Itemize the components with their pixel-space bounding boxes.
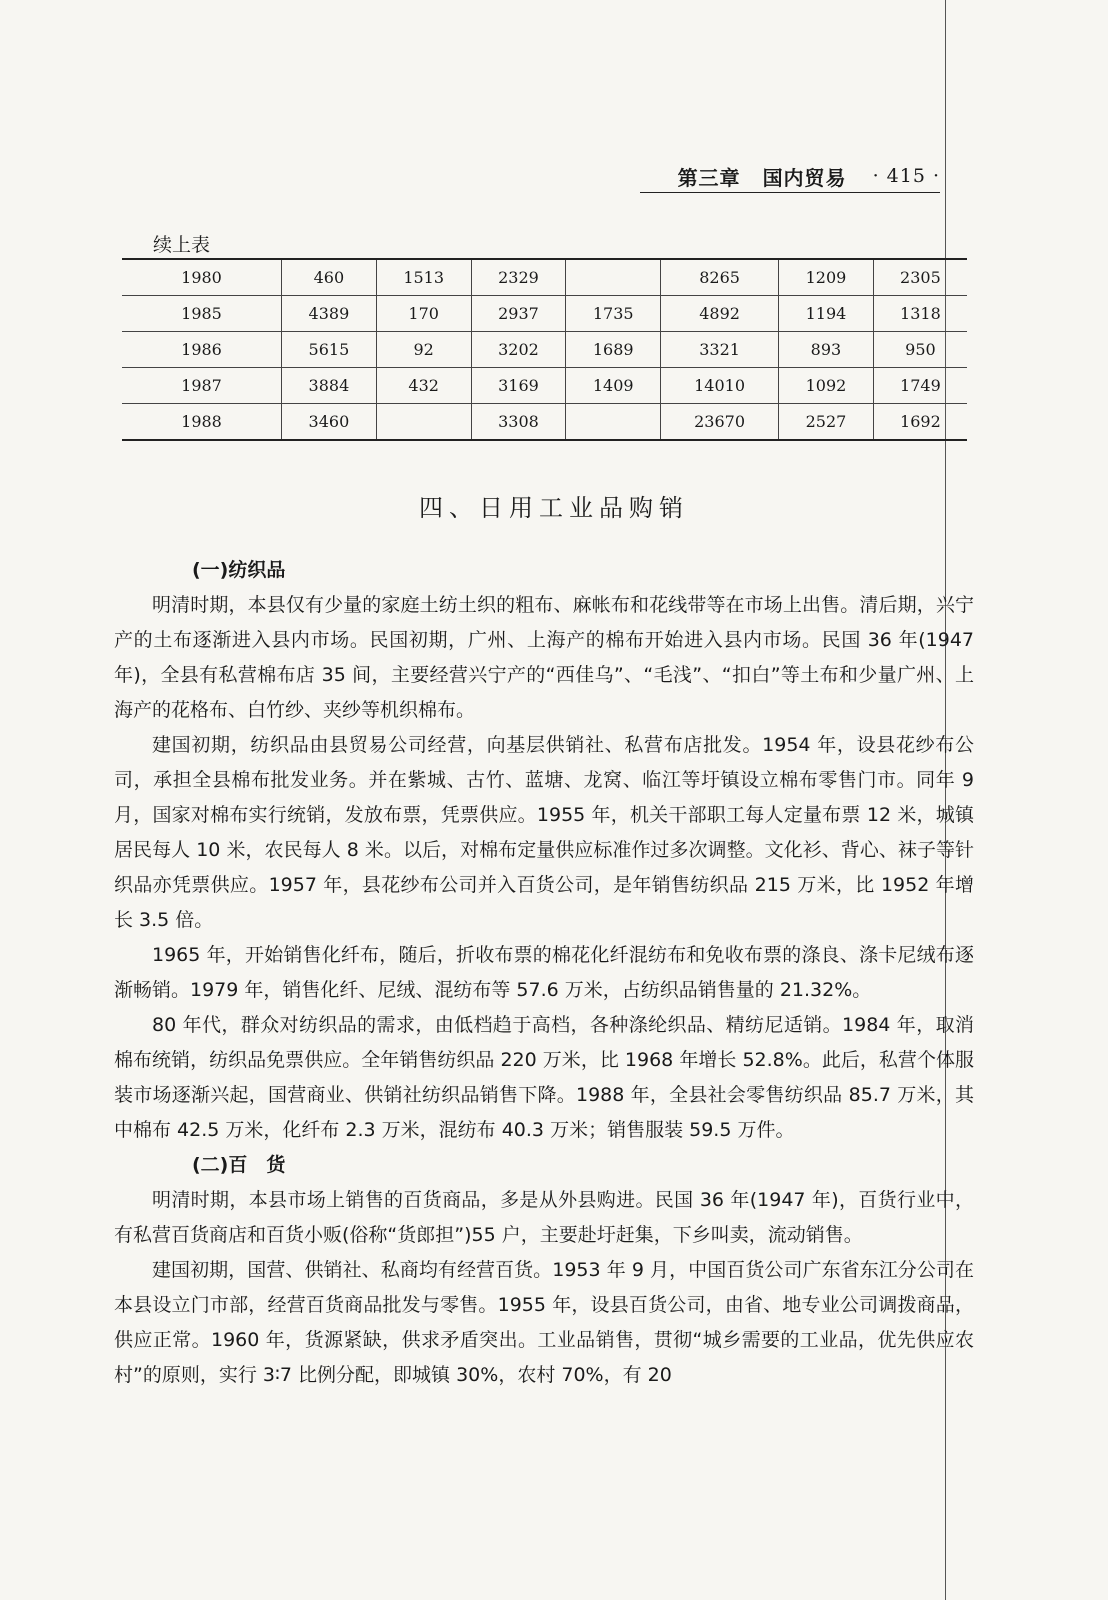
value-cell: 14010 <box>661 368 779 404</box>
subsection-heading-textiles: (一)纺织品 <box>192 559 286 581</box>
value-cell: 3169 <box>471 368 566 404</box>
sales-table <box>122 258 967 441</box>
value-cell <box>566 404 661 441</box>
value-cell: 432 <box>376 368 471 404</box>
value-cell: 92 <box>376 332 471 368</box>
table-row <box>122 404 967 441</box>
running-head <box>640 160 940 193</box>
subsection-heading-general-merchandise: (二)百 货 <box>192 1154 286 1176</box>
value-cell: 3308 <box>471 404 566 441</box>
value-cell: 1409 <box>566 368 661 404</box>
table-row <box>122 296 967 332</box>
body-text <box>114 553 974 1393</box>
value-cell <box>566 259 661 296</box>
value-cell: 1735 <box>566 296 661 332</box>
value-cell: 460 <box>282 259 377 296</box>
year-cell: 1985 <box>122 296 282 332</box>
value-cell: 3321 <box>661 332 779 368</box>
paragraph: 建国初期，国营、供销社、私商均有经营百货。1953 年 9 月，中国百货公司广东省东江分公司在本县设立门市部，经营百货商品批发与零售。1955 年，设县百货公司，由省、地专业公司调拨商品，供应正常。1960 年，货源紧缺，供求矛盾突出。工业品销售，贯彻“城乡需要的工业品，优先供应农村”的原则，实行 3∶7 比例分配，即城镇 30%，农村 70%，有 20 <box>114 1259 974 1386</box>
year-cell: 1987 <box>122 368 282 404</box>
year-cell: 1988 <box>181 412 222 431</box>
value-cell: 1092 <box>779 368 874 404</box>
table-row <box>122 259 967 296</box>
value-cell: 3460 <box>282 404 377 441</box>
page-number: · 415 · <box>872 165 940 187</box>
paragraph: 明清时期，本县仅有少量的家庭土纺土织的粗布、麻帐布和花线带等在市场上出售。清后期，兴宁产的土布逐渐进入县内市场。民国初期，广州、上海产的棉布开始进入县内市场。民国 36 年(1947 年)，全县有私营棉布店 35 间，主要经营兴宁产的“西佳乌”、“毛浅”、“扣白”等土布和少量广州、上海产的花格布、白竹纱、夹纱等机织棉布。 <box>114 594 974 721</box>
value-cell: 1209 <box>779 259 874 296</box>
value-cell: 8265 <box>661 259 779 296</box>
value-cell: 1318 <box>873 296 967 332</box>
value-cell: 1194 <box>779 296 874 332</box>
table-body <box>122 259 967 440</box>
year-cell: 1986 <box>122 332 282 368</box>
value-cell <box>376 404 471 441</box>
value-cell: 2527 <box>779 404 874 441</box>
table-caption: 续上表 <box>153 234 211 256</box>
value-cell: 893 <box>779 332 874 368</box>
value-cell: 1689 <box>566 332 661 368</box>
table-row <box>122 368 967 404</box>
value-cell: 23670 <box>661 404 779 441</box>
chapter-label: 第三章 <box>677 165 741 190</box>
value-cell: 3884 <box>282 368 377 404</box>
paragraph: 80 年代，群众对纺织品的需求，由低档趋于高档，各种涤纶织品、精纺尼适销。1984 年，取消棉布统销，纺织品免票供应。全年销售纺织品 220 万米，比 1968 年增长 52.8%。此后，私营个体服装市场逐渐兴起，国营商业、供销社纺织品销售下降。1988 年，全县社会零售纺织品 85.7 万米，其中棉布 42.5 万米，化纤布 2.3 万米，混纺布 40.3 万米；销售服装 59.5 万件。 <box>114 1014 974 1141</box>
value-cell: 3202 <box>471 332 566 368</box>
value-cell: 950 <box>873 332 967 368</box>
value-cell: 4892 <box>661 296 779 332</box>
value-cell: 2937 <box>471 296 566 332</box>
value-cell: 4389 <box>282 296 377 332</box>
value-cell: 1513 <box>376 259 471 296</box>
section-title: 四、日用工业品购销 <box>419 494 689 522</box>
value-cell: 1692 <box>873 404 967 441</box>
paragraph: 建国初期，纺织品由县贸易公司经营，向基层供销社、私营布店批发。1954 年，设县花纱布公司，承担全县棉布批发业务。并在紫城、古竹、蓝塘、龙窝、临江等圩镇设立棉布零售门市。同年 9 月，国家对棉布实行统销，发放布票，凭票供应。1955 年，机关干部职工每人定量布票 12 米，城镇居民每人 10 米，农民每人 8 米。以后，对棉布定量供应标准作过多次调整。文化衫、背心、袜子等针织品亦凭票供应。1957 年，县花纱布公司并入百货公司，是年销售纺织品 215 万米，比 1952 年增长 3.5 倍。 <box>114 734 974 931</box>
table-row <box>122 332 967 368</box>
value-cell: 5615 <box>282 332 377 368</box>
value-cell: 2329 <box>471 259 566 296</box>
paragraph: 明清时期，本县市场上销售的百货商品，多是从外县购进。民国 36 年(1947 年)，百货行业中，有私营百货商店和百货小贩(俗称“货郎担”)55 户，主要赴圩赶集，下乡叫卖，流动销售。 <box>114 1189 974 1246</box>
chapter-title: 国内贸易 <box>762 165 847 190</box>
paragraph: 1965 年，开始销售化纤布，随后，折收布票的棉花化纤混纺布和免收布票的涤良、涤卡尼绒布逐渐畅销。1979 年，销售化纤、尼绒、混纺布等 57.6 万米，占纺织品销售量的 21.32%。 <box>114 944 974 1001</box>
value-cell: 2305 <box>873 259 967 296</box>
value-cell: 170 <box>376 296 471 332</box>
value-cell: 1749 <box>873 368 967 404</box>
year-cell: 1980 <box>122 259 282 296</box>
